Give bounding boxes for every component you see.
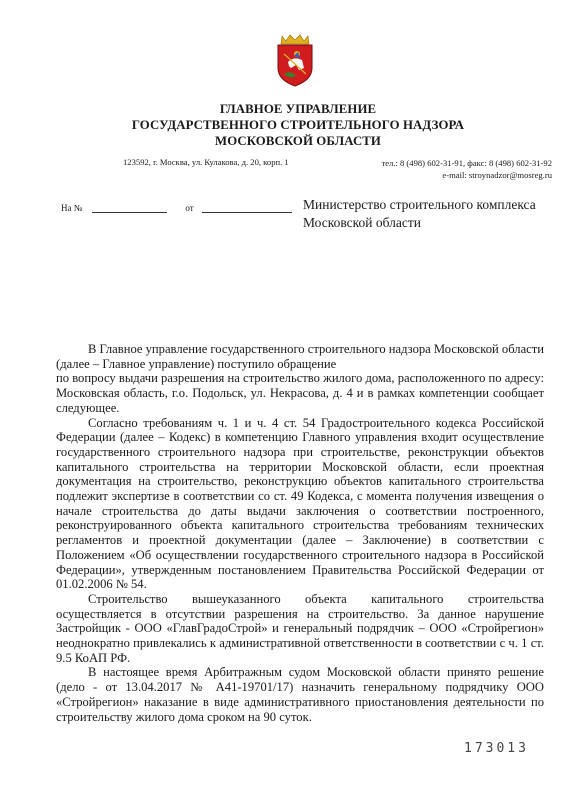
title-line-2: ГОСУДАРСТВЕННОГО СТРОИТЕЛЬНОГО НАДЗОРА [131, 118, 465, 132]
phones: тел.: 8 (498) 602-31-91, факс: 8 (498) 602-31-92 [381, 158, 552, 168]
email: e-mail: stroynadzor@mosreg.ru [442, 170, 552, 180]
paragraph-2: Согласно требованиям ч. 1 и ч. 4 ст. 54 Градостроительного кодекса Российской Федерации (далее – Кодекс) в компетенцию Главного управления входит осуществление государственного строительного надзора при строительстве, реконструкции объектов капитального строительства на территории Московской области, если проектная документация на строительство, реконструкцию объектов капитального строительства подлежит экспертизе в соответствии со ст. 49 Кодекса, с момента получения извещения о начале строительства до даты выдачи заключения о соответствии построенного, реконструированного объекта капитального строительства требованиям технических регламентов и проектной документации (далее – Заключение) в соответствии с Положением «Об осуществлении государственного строительного надзора в Российской Федерации», утвержденным постановлением Правительства Российской Федерации от 01.02.2006 № 54. [56, 415, 544, 592]
coat-of-arms-icon [272, 32, 318, 88]
organization-title [0, 101, 572, 149]
reference-line [61, 203, 292, 213]
reference-date-label: от [185, 203, 194, 213]
letter-body [56, 342, 544, 724]
paragraph-1: В Главное управление государственного строительного надзора Московской области (далее – Главное управление) поступило обращение [56, 342, 544, 371]
stamp-number: 173013 [464, 741, 529, 756]
recipient-line-2: Московской области [303, 215, 422, 230]
recipient-line-1: Министерство строительного комплекса [303, 197, 536, 212]
recipient [303, 196, 536, 232]
paragraph-3: Строительство вышеуказанного объекта капитального строительства осуществляется в отсутствии разрешения на строительство. За данное нарушение Застройщик - ООО «ГлавГрадоСтрой» и генеральный подрядчик – ООО «Стройрегион» неоднократно привлекались к административной ответственности в соответствии с ч. 1 ст. 9.5 КоАП РФ. [56, 591, 544, 665]
reference-date-blank [202, 203, 292, 213]
title-line-3: МОСКОВСКОЙ ОБЛАСТИ [215, 134, 381, 148]
paragraph-1-continued: по вопросу выдачи разрешения на строительство жилого дома, расположенного по адресу: Московская область, г.о. Подольск, ул. Некрасова, д. 4 и в рамках компетенции сообщает следующее. [56, 371, 544, 415]
contact-info [381, 157, 552, 181]
title-line-1: ГЛАВНОЕ УПРАВЛЕНИЕ [219, 102, 377, 116]
reference-number-blank [92, 203, 167, 213]
reference-number-label: На № [61, 203, 83, 213]
paragraph-4: В настоящее время Арбитражным судом Московской области принято решение (дело - от 13.04.2017 № А41-19701/17) назначить генеральному подрядчику ООО «Стройрегион» наказание в виде административного приостановления деятельности по строительству жилого дома сроком на 90 суток. [56, 665, 544, 724]
address: 123592, г. Москва, ул. Кулакова, д. 20, корп. 1 [123, 157, 289, 167]
